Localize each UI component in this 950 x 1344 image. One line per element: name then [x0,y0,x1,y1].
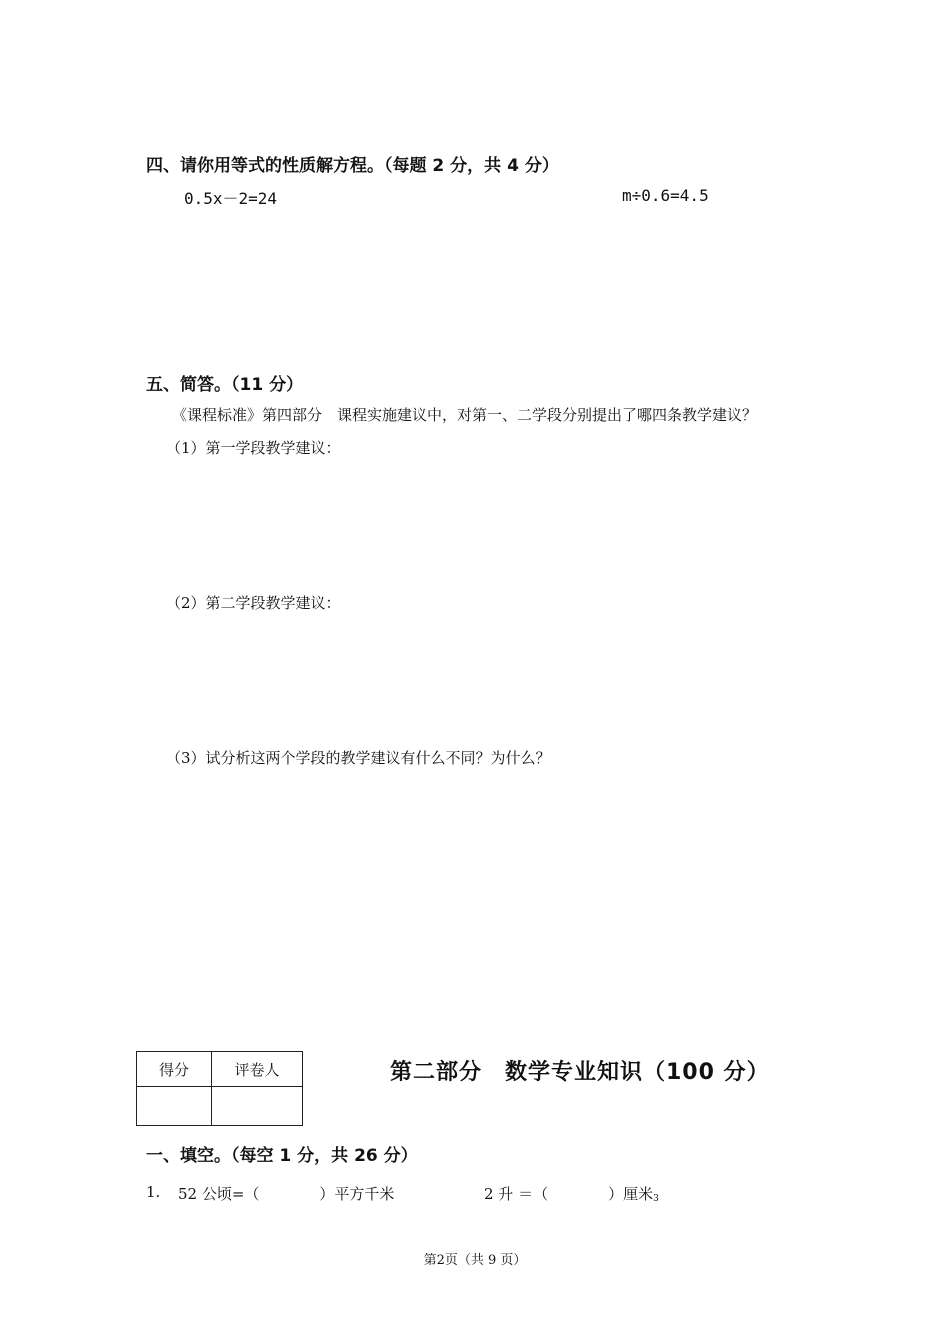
section5-heading: 五、简答。（11 分） [146,375,304,395]
part2-title: 第二部分 数学专业知识（100 分） [390,1060,770,1085]
score-header: 得分 [137,1052,212,1087]
section5-prompt: 《课程标准》第四部分 课程实施建议中，对第一、二学段分别提出了哪四条教学建议？ [172,406,758,424]
equation-2: m÷0.6=4.5 [622,186,709,205]
score-cell[interactable] [137,1087,212,1126]
grader-cell[interactable] [212,1087,303,1126]
fill-item-b [484,1183,659,1204]
equation-1: 0.5x－2=24 [184,189,278,208]
question-3: （3）试分析这两个学段的教学建议有什么不同？为什么？ [166,749,551,767]
page-footer: 第2页（共 9 页） [423,1253,527,1268]
score-table [136,1051,303,1126]
grader-header: 评卷人 [212,1052,303,1087]
question-1: （1）第一学段教学建议： [166,439,341,457]
cubic-superscript: 3 [653,1194,659,1204]
question-2: （2）第二学段教学建议： [166,594,341,612]
fill-item-a: 52 公顷=（ ）平方千米 [178,1185,395,1203]
fill-item-b-text: 2 升 ＝（ ）厘米 [484,1185,654,1203]
fill-item-number: 1. [146,1183,161,1201]
fill-section-heading: 一、填空。（每空 1 分，共 26 分） [146,1146,418,1166]
section4-heading: 四、请你用等式的性质解方程。（每题 2 分，共 4 分） [146,156,559,176]
